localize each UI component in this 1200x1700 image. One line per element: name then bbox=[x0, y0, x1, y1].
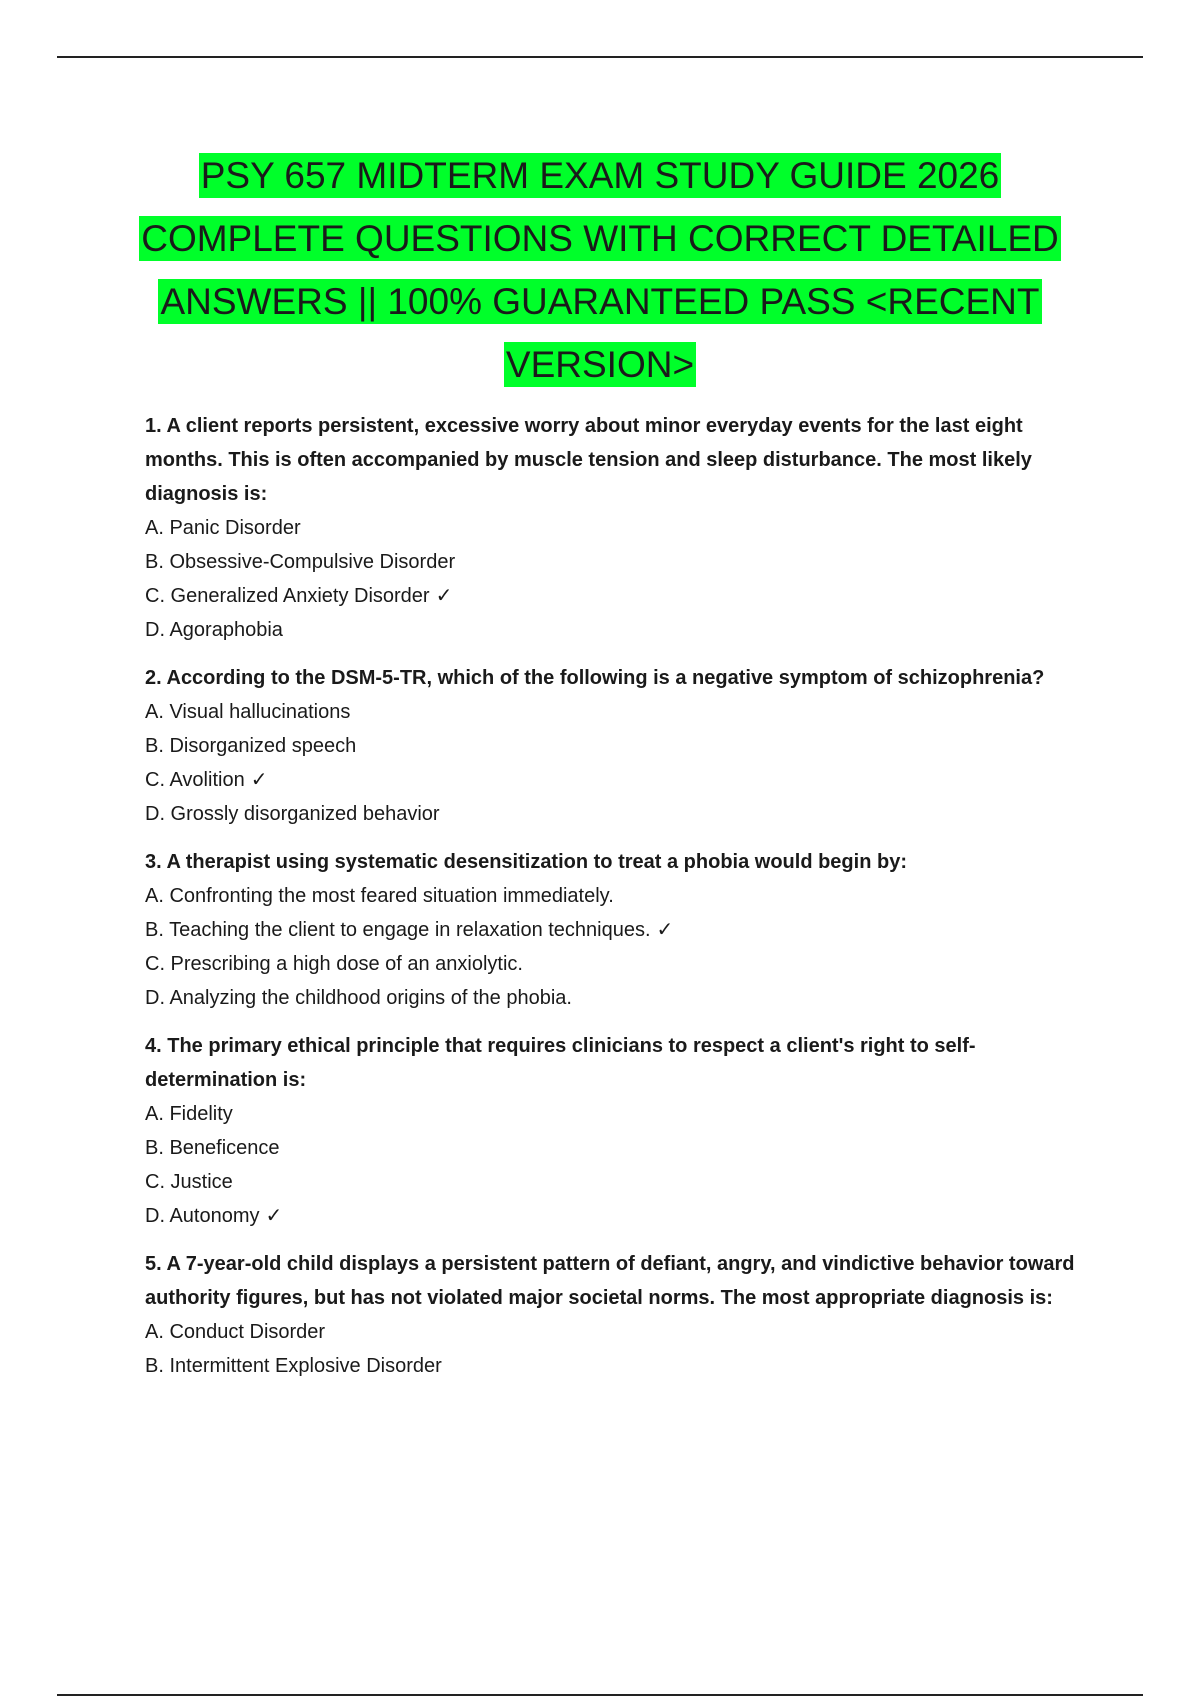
answer-option-text: C. Avolition bbox=[145, 769, 245, 791]
question-block bbox=[145, 845, 1095, 1015]
answer-option-text: D. Analyzing the childhood origins of the phobia. bbox=[145, 987, 572, 1009]
answer-option bbox=[145, 879, 1095, 913]
answer-option bbox=[145, 1349, 1095, 1383]
answer-option-text: B. Obsessive-Compulsive Disorder bbox=[145, 551, 456, 573]
checkmark-icon: ✓ bbox=[250, 769, 268, 791]
question-block bbox=[145, 409, 1095, 647]
question-stem: 5. A 7-year-old child displays a persistent pattern of defiant, angry, and vindictive behavior toward authority figures, but has not violated major societal norms. The most appropriate diagnosis is: bbox=[145, 1253, 1075, 1309]
answer-option-correct bbox=[145, 1199, 1095, 1233]
answer-option bbox=[145, 1097, 1095, 1131]
question-block bbox=[145, 1247, 1095, 1383]
answer-option-text: D. Grossly disorganized behavior bbox=[145, 803, 440, 825]
answer-option-text: C. Prescribing a high dose of an anxiolytic. bbox=[145, 953, 523, 975]
answer-option-correct bbox=[145, 913, 1095, 947]
answer-option-text: C. Justice bbox=[145, 1171, 233, 1193]
question-stem: 4. The primary ethical principle that requires clinicians to respect a client's right to self-determination is: bbox=[145, 1035, 976, 1091]
answer-option-text: B. Beneficence bbox=[145, 1137, 280, 1159]
answer-option bbox=[145, 797, 1095, 831]
answer-option-text: B. Intermittent Explosive Disorder bbox=[145, 1355, 442, 1377]
answer-option bbox=[145, 729, 1095, 763]
answer-option-text: C. Generalized Anxiety Disorder bbox=[145, 585, 430, 607]
answer-option-text: B. Disorganized speech bbox=[145, 735, 357, 757]
answer-option bbox=[145, 511, 1095, 545]
answer-option-text: A. Confronting the most feared situation immediately. bbox=[145, 885, 614, 907]
answer-option bbox=[145, 1131, 1095, 1165]
title-highlight: PSY 657 MIDTERM EXAM STUDY GUIDE 2026 COMPLETE QUESTIONS WITH CORRECT DETAILED ANSWERS || 100% GUARANTEED PASS <RECENT VERSION> bbox=[141, 155, 1059, 385]
answer-option-text: D. Agoraphobia bbox=[145, 619, 283, 641]
checkmark-icon: ✓ bbox=[656, 919, 674, 941]
checkmark-icon: ✓ bbox=[265, 1205, 283, 1227]
question-block bbox=[145, 661, 1095, 831]
answer-option-text: A. Conduct Disorder bbox=[145, 1321, 326, 1343]
answer-option-text: B. Teaching the client to engage in relaxation techniques. bbox=[145, 919, 651, 941]
answer-option-text: A. Fidelity bbox=[145, 1103, 233, 1125]
question-block bbox=[145, 1029, 1095, 1233]
question-stem: 3. A therapist using systematic desensitization to treat a phobia would begin by: bbox=[145, 851, 907, 873]
answer-option bbox=[145, 545, 1095, 579]
answer-option bbox=[145, 695, 1095, 729]
answer-option-correct bbox=[145, 579, 1095, 613]
document-title bbox=[120, 144, 1080, 396]
checkmark-icon: ✓ bbox=[435, 585, 453, 607]
answer-option-correct bbox=[145, 763, 1095, 797]
question-list bbox=[145, 409, 1095, 1397]
top-rule bbox=[57, 56, 1143, 58]
answer-option bbox=[145, 1315, 1095, 1349]
answer-option-text: A. Visual hallucinations bbox=[145, 701, 351, 723]
answer-option-text: D. Autonomy bbox=[145, 1205, 260, 1227]
answer-option bbox=[145, 613, 1095, 647]
answer-option bbox=[145, 947, 1095, 981]
question-stem: 2. According to the DSM-5-TR, which of the following is a negative symptom of schizophrenia? bbox=[145, 667, 1045, 689]
question-stem: 1. A client reports persistent, excessive worry about minor everyday events for the last eight months. This is often accompanied by muscle tension and sleep disturbance. The most likely diagnosis is: bbox=[145, 415, 1032, 505]
bottom-rule bbox=[57, 1694, 1143, 1696]
answer-option-text: A. Panic Disorder bbox=[145, 517, 301, 539]
answer-option bbox=[145, 981, 1095, 1015]
answer-option bbox=[145, 1165, 1095, 1199]
